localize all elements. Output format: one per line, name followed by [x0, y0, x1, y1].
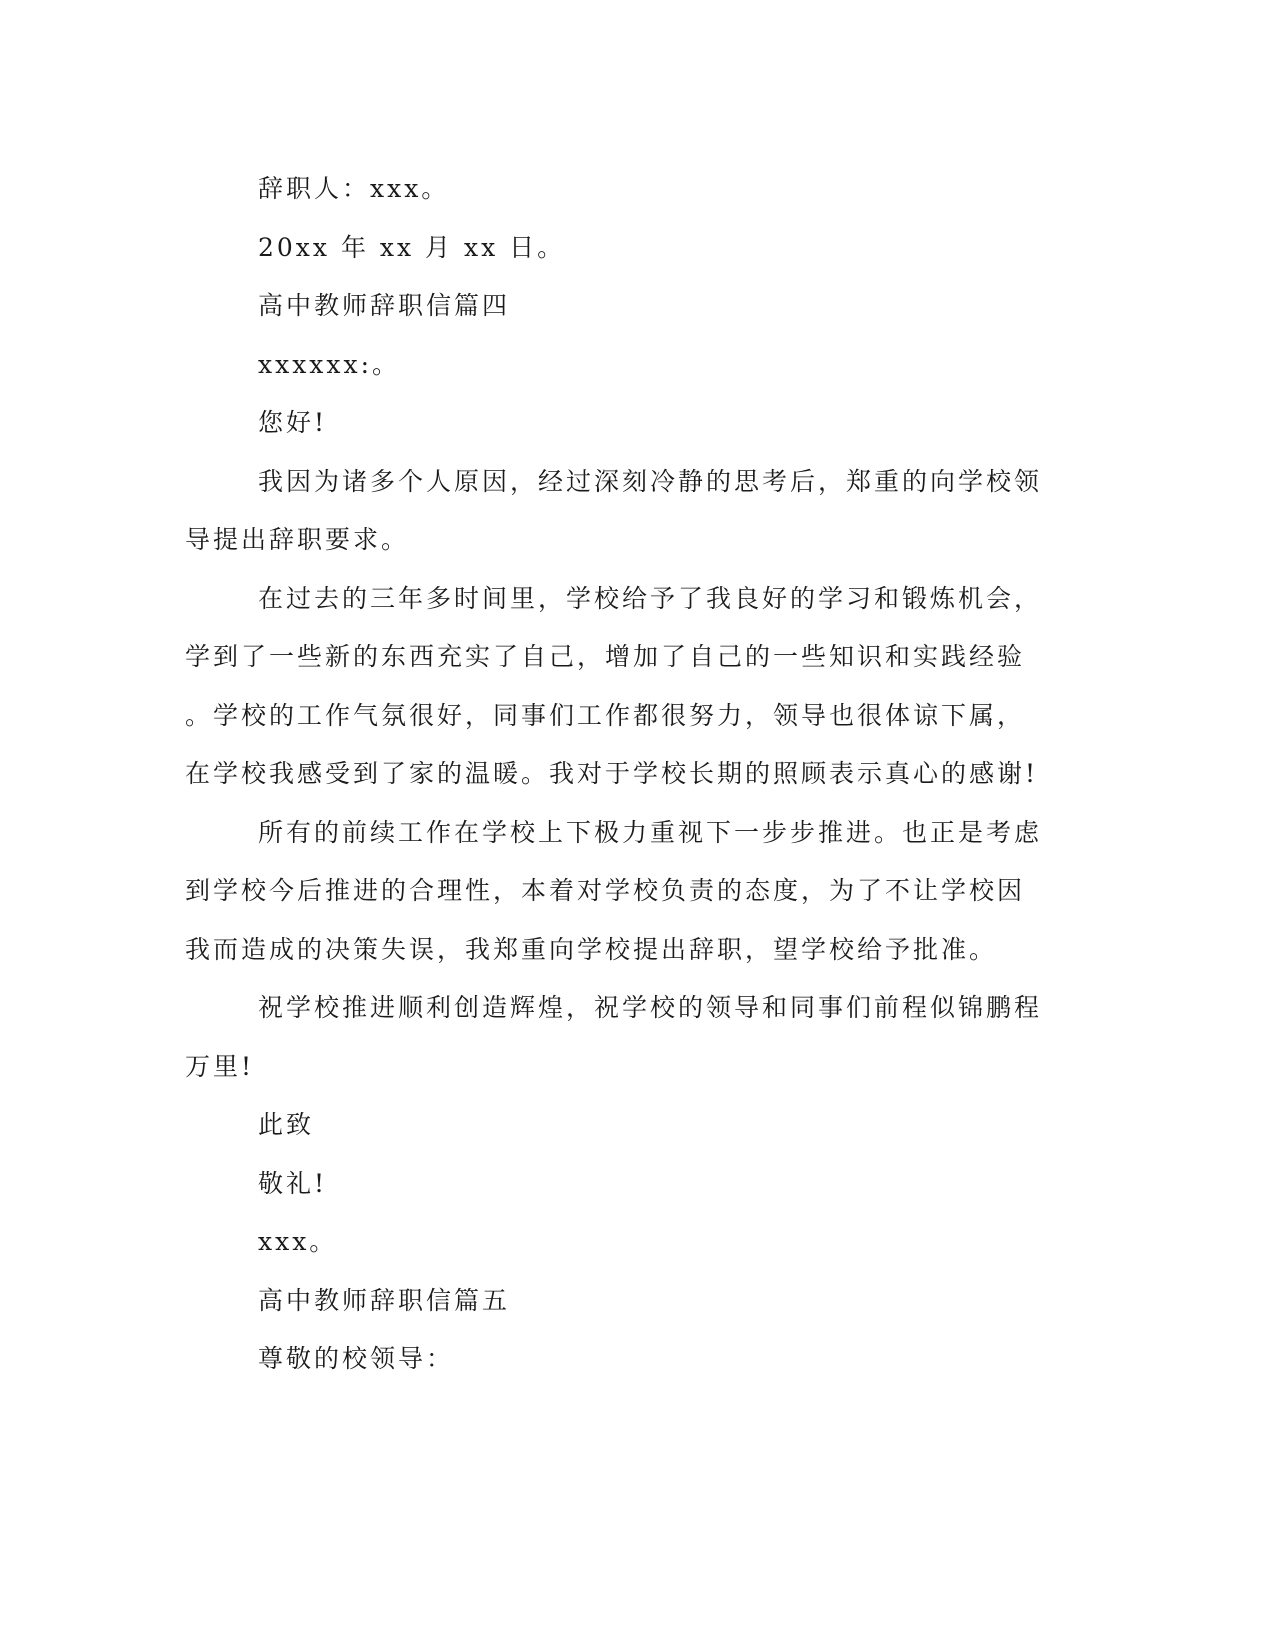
letter-heading-4: 高中教师辞职信篇四 [258, 291, 511, 320]
closing-line-2: 敬礼! [258, 1168, 328, 1198]
paragraph-line: 祝学校推进顺利创造辉煌，祝学校的领导和同事们前程似锦鹏程 [258, 993, 1043, 1022]
greeting: 您好! [258, 408, 328, 437]
paragraph-line: 我因为诸多个人原因，经过深刻冷静的思考后，郑重的向学校领 [258, 466, 1043, 496]
closing-line-1: 此致 [258, 1110, 315, 1139]
body-paragraph [185, 453, 1055, 570]
paragraph-line: 在学校我感受到了家的温暖。我对于学校长期的照顾表示真心的感谢! [185, 759, 1039, 788]
paragraph-line: 。学校的工作气氛很好，同事们工作都很努力，领导也很体谅下属， [185, 700, 1026, 730]
addressee: xxxxxx:。 [258, 349, 401, 379]
body-paragraph [185, 804, 1055, 980]
paragraph-line: 到学校今后推进的合理性，本着对学校负责的态度，为了不让学校因 [185, 876, 1026, 905]
body-paragraph [185, 979, 1055, 1096]
paragraph-line: 在过去的三年多时间里，学校给予了我良好的学习和锻炼机会， [258, 583, 1043, 613]
paragraph-line: 所有的前续工作在学校上下极力重视下一步步推进。也正是考虑 [258, 817, 1043, 847]
letter-heading-5: 高中教师辞职信篇五 [258, 1285, 511, 1315]
body-paragraph [185, 570, 1055, 804]
salutation: 尊敬的校领导： [258, 1344, 455, 1373]
resigner-name: 辞职人：xxx。 [258, 174, 450, 203]
signature: xxx。 [258, 1227, 338, 1256]
paragraph-line: 万里! [185, 1051, 255, 1081]
paragraph-line: 我而造成的决策失误，我郑重向学校提出辞职，望学校给予批准。 [185, 934, 998, 964]
signoff-date: 20xx 年 xx 月 xx 日。 [258, 232, 566, 262]
paragraph-line: 学到了一些新的东西充实了自己，增加了自己的一些知识和实践经验 [185, 642, 1026, 671]
paragraph-line: 导提出辞职要求。 [185, 525, 410, 554]
document-body [185, 160, 1055, 1389]
